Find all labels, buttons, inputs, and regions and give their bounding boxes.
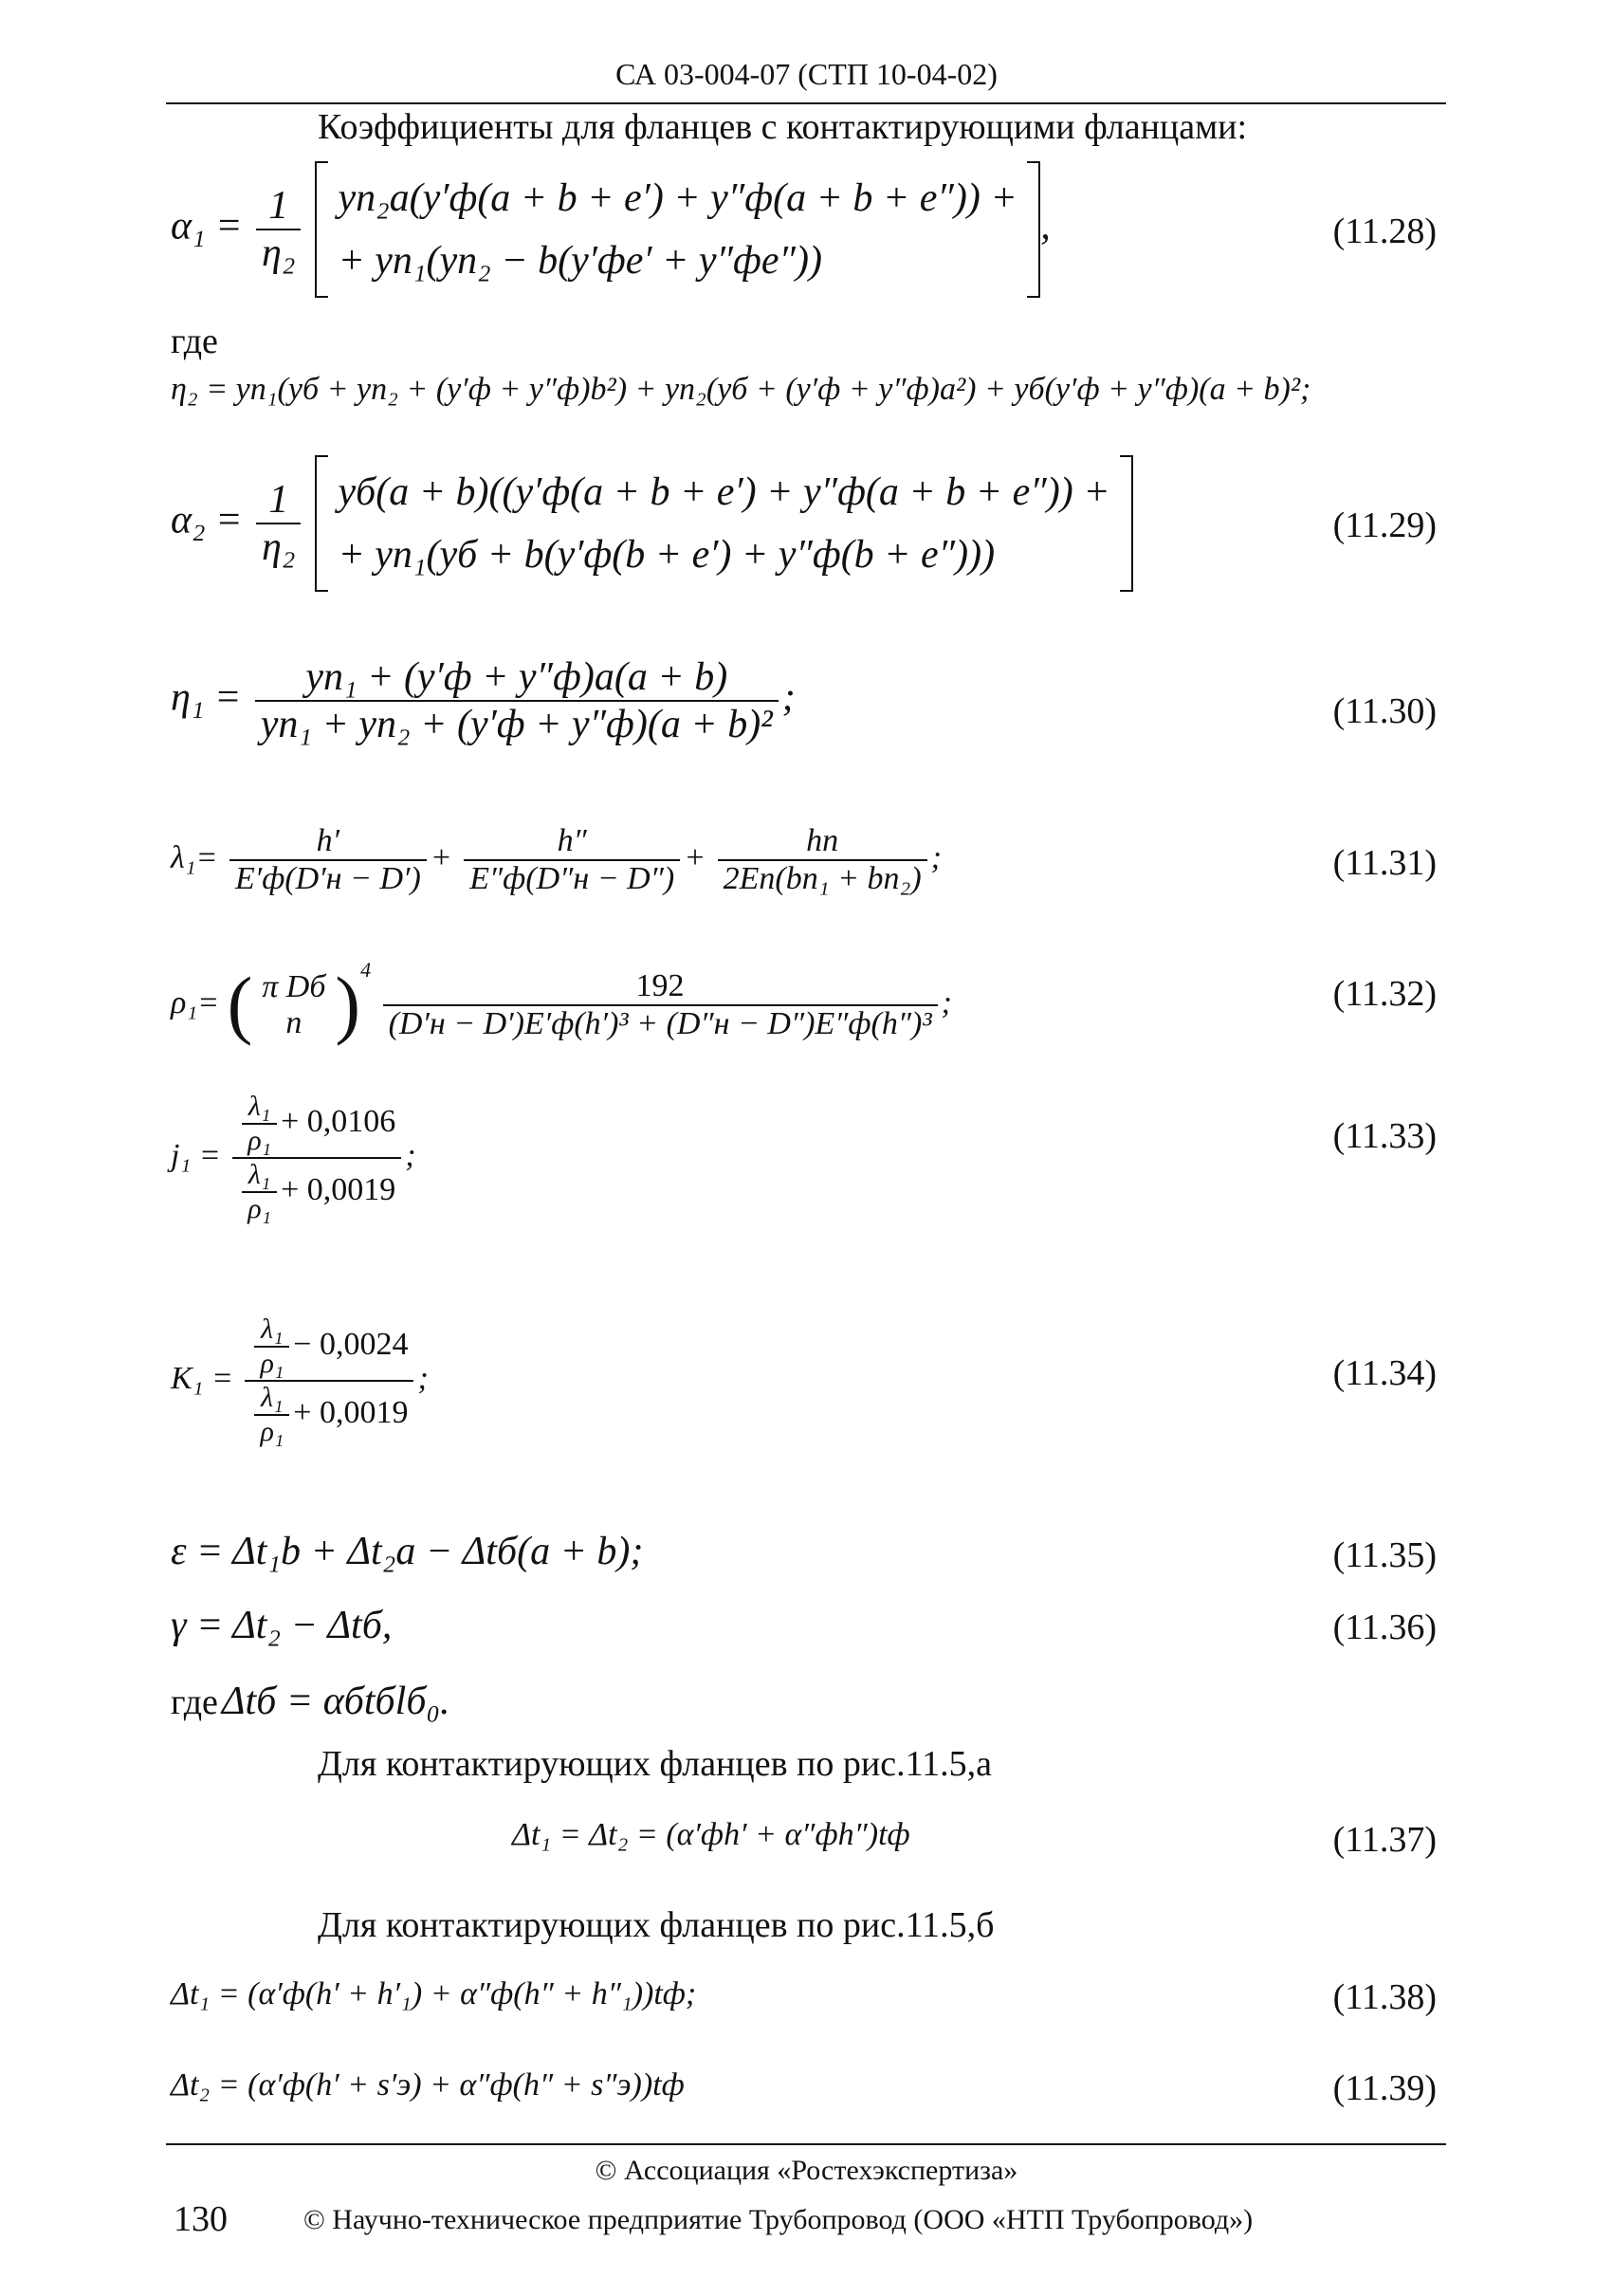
equation-number: (11.35) xyxy=(1332,1535,1437,1575)
equation-11-35: ε = Δt₁b + Δt₂a − Δtб(a + b); xyxy=(171,1530,644,1573)
fraction-denominator: ρ₁ xyxy=(254,1414,289,1448)
fraction-numerator: λ₁ xyxy=(261,1313,284,1345)
fraction xyxy=(464,823,680,897)
fraction xyxy=(255,654,779,747)
equation-11-34 xyxy=(171,1313,429,1448)
equation-number: (11.31) xyxy=(1332,843,1437,883)
fraction-numerator: 1 xyxy=(268,478,289,522)
equation-lhs: λ₁= xyxy=(171,839,218,875)
equation-tail: ; xyxy=(781,675,796,720)
fraction xyxy=(229,823,427,897)
equation-11-29 xyxy=(171,455,1133,592)
equation-11-32: ρ₁= ( π Dб n )$^4$ $\frac{192}{\text{(D′н − D′)E′ф(h′)³ + (D″н − D″)E″ф(h″)³}}$ ; xyxy=(171,958,952,1047)
equation-number: (11.38) xyxy=(1332,1977,1437,2017)
fraction-denominator: (D′н − D′)E′ф(h′)³ + (D″н − D″)E″ф(h″)³ xyxy=(383,1004,938,1042)
equation-number: (11.28) xyxy=(1332,211,1437,251)
bracket-content xyxy=(338,167,1017,292)
fraction xyxy=(245,1313,413,1448)
footer-association: © Ассоциация «Ростехэкспертиза» xyxy=(595,2155,1018,2186)
equation-11-36: γ = Δt₂ − Δtб, xyxy=(171,1604,393,1647)
intro-text: Коэффициенты для фланцев с контактирующими фланцами: xyxy=(318,107,1248,147)
bracket-line-2: + yп₁(yб + b(y′ф(b + e′) + y″ф(b + e″))) xyxy=(338,533,996,577)
right-bracket xyxy=(1120,455,1133,592)
equation-tail: ; xyxy=(941,985,952,1020)
equation-tail: ; xyxy=(417,1360,429,1396)
equation-eta2: η₂ = yп₁(yб + yп₂ + (y′ф + y″ф)b²) + yп₂(yб + (y′ф + y″ф)a²) + yб(y′ф + y″ф)(a + b)²; xyxy=(171,372,1311,407)
footer-rule xyxy=(166,2143,1446,2145)
fraction-denominator: ρ₁ xyxy=(242,1191,277,1225)
fraction-denominator: 2Eп(bп₁ + bп₂) xyxy=(718,859,927,897)
equation-number: (11.32) xyxy=(1332,974,1437,1014)
fraction-numerator: λ₁ xyxy=(247,1159,271,1190)
fraction xyxy=(718,823,927,897)
bracket-line-1: yб(a + b)((y′ф(a + b + e′) + y″ф(a + b + e″)) + xyxy=(338,470,1110,514)
fraction-denominator xyxy=(232,1157,401,1225)
fraction-numerator xyxy=(232,1091,401,1157)
page-number: 130 xyxy=(174,2199,228,2239)
where-label: где xyxy=(171,321,218,361)
fraction-denominator: η₂ xyxy=(256,229,301,276)
equation-11-30 xyxy=(171,654,796,747)
equation-lhs: η₁ = xyxy=(171,675,242,720)
fraction xyxy=(256,183,301,276)
fraction xyxy=(254,1313,289,1380)
addend: + 0,0106 xyxy=(281,1103,396,1139)
equation-number: (11.34) xyxy=(1332,1353,1437,1393)
equation-number: (11.33) xyxy=(1332,1116,1437,1156)
fraction-numerator: 192 xyxy=(635,968,685,1004)
bracket-content xyxy=(338,461,1109,586)
equation-lhs: K₁ = xyxy=(171,1360,233,1396)
equation-11-38: Δt₁ = (α′ф(h′ + h′₁) + α″ф(h″ + h″₁))tф; xyxy=(171,1976,697,2011)
right-bracket xyxy=(1027,161,1040,298)
addend: − 0,0024 xyxy=(293,1326,409,1362)
fraction-numerator: yп₁ + (y′ф + y″ф)a(a + b) xyxy=(305,655,728,699)
equation-body: Δtб = αбtбlб₀. xyxy=(221,1680,450,1723)
addend: + 0,0019 xyxy=(281,1171,396,1207)
fraction-numerator: λ₁ xyxy=(261,1382,284,1413)
equation-11-28 xyxy=(171,161,1051,298)
fraction-denominator: E″ф(D″н − D″) xyxy=(464,859,680,897)
equation-lhs: j₁ = xyxy=(171,1137,221,1173)
footer-enterprise: © Научно-техническое предприятие Трубопровод (ООО «НТП Трубопровод») xyxy=(303,2204,1254,2235)
where-label: где xyxy=(171,1682,218,1722)
addend: + 0,0019 xyxy=(293,1394,409,1430)
fraction-denominator: yп₁ + yп₂ + (y′ф + y″ф)(a + b)² xyxy=(255,700,779,747)
left-bracket xyxy=(315,455,328,592)
equation-11-39: Δt₂ = (α′ф(h′ + s′э) + α″ф(h″ + s″э))tф xyxy=(171,2067,685,2103)
fraction xyxy=(254,1382,289,1448)
paragraph-fig-a: Для контактирующих фланцев по рис.11.5,а xyxy=(318,1744,993,1784)
fraction-denominator xyxy=(245,1380,413,1448)
equation-tail: ; xyxy=(405,1137,416,1173)
fraction xyxy=(242,1159,277,1225)
equation-lhs: α₂ = xyxy=(171,498,243,542)
document-code-header: СА 03-004-07 (СТП 10-04-02) xyxy=(615,57,998,91)
fraction xyxy=(256,477,301,570)
fraction-numerator: h′ xyxy=(316,823,340,858)
bracket-line-1: yп₂a(y′ф(a + b + e′) + y″ф(a + b + e″)) + xyxy=(338,176,1017,220)
fraction xyxy=(383,968,938,1042)
equation-11-37: Δt₁ = Δt₂ = (α′фh′ + α″фh″)tф xyxy=(512,1817,910,1852)
fraction-denominator: n xyxy=(285,1005,302,1041)
equation-number: (11.29) xyxy=(1332,505,1437,545)
equation-number: (11.37) xyxy=(1332,1820,1437,1860)
fraction-numerator: h″ xyxy=(557,823,587,858)
fraction-numerator: λ₁ xyxy=(247,1091,271,1122)
bracket-line-2: + yп₁(yп₂ − b(y′фe′ + y″фe″)) xyxy=(338,239,822,283)
paragraph-fig-b: Для контактирующих фланцев по рис.11.5,б xyxy=(318,1905,995,1945)
equation-lhs: ρ₁= xyxy=(171,985,220,1020)
fraction xyxy=(256,969,331,1041)
equation-11-33 xyxy=(171,1091,416,1225)
power: 4 xyxy=(360,958,372,982)
fraction-denominator: ρ₁ xyxy=(254,1346,289,1380)
equation-tail: , xyxy=(1040,204,1051,248)
fraction-numerator: 1 xyxy=(268,184,289,228)
equation-lhs: α₁ = xyxy=(171,204,243,248)
equation-number: (11.36) xyxy=(1332,1607,1437,1647)
equation-number: (11.39) xyxy=(1332,2068,1437,2108)
fraction-denominator: η₂ xyxy=(256,523,301,570)
fraction-denominator: E′ф(D′н − D′) xyxy=(229,859,427,897)
header-rule xyxy=(166,102,1446,104)
fraction-numerator xyxy=(245,1313,413,1380)
equation-11-31: λ₁= $\frac{h'}{E'ф(D'н - D')}$ + $\frac{h''}{E''ф(D''н - D'')}$ + $\frac{hп}{\text{2Eп(bп₁ + bп₂)}}$ ; xyxy=(171,823,942,896)
fraction-numerator: hп xyxy=(806,823,839,858)
fraction-denominator: ρ₁ xyxy=(242,1123,277,1157)
equation-number: (11.30) xyxy=(1332,691,1437,731)
fraction-numerator: π Dб xyxy=(262,969,326,1005)
equation-tail: ; xyxy=(930,839,942,875)
fraction xyxy=(242,1091,277,1157)
left-bracket xyxy=(315,161,328,298)
equation-dtb xyxy=(171,1679,450,1724)
fraction xyxy=(232,1091,401,1225)
